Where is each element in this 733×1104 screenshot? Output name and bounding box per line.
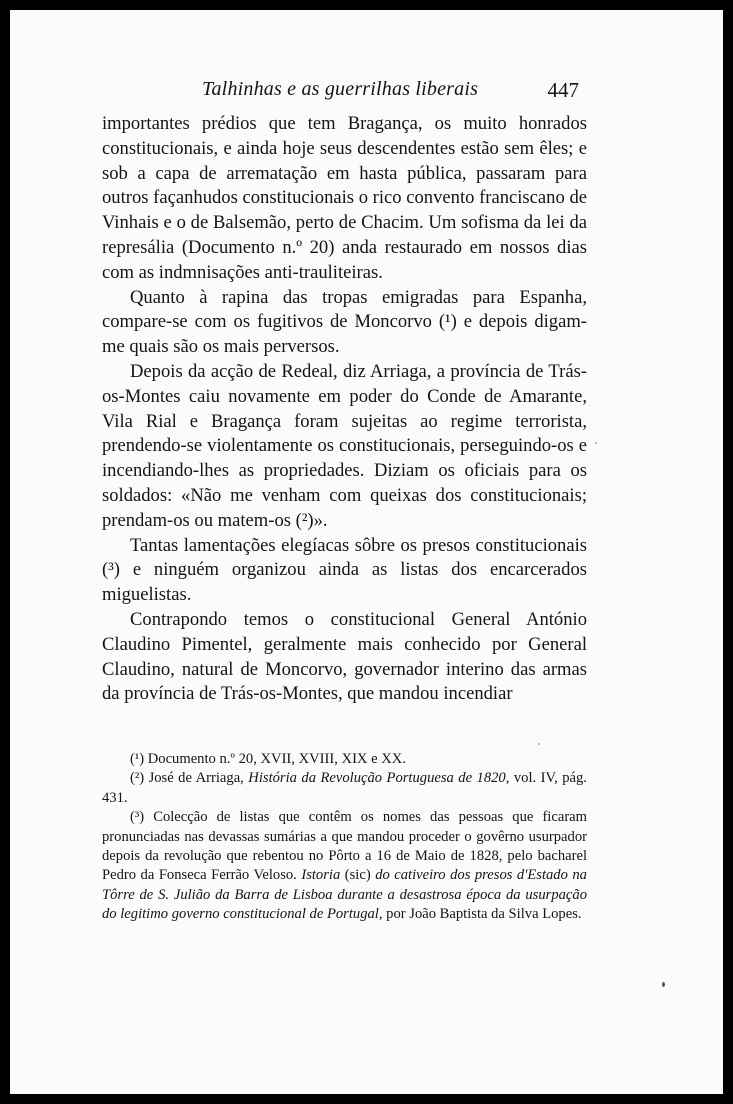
footnote-3-sic: (sic) (344, 867, 371, 884)
footnote-3-mark: (³) (130, 809, 145, 826)
footnote-2-mark: (²) (130, 770, 145, 787)
page-number: 447 (547, 78, 579, 102)
paragraph-2: Quanto à rapina das tropas emigradas para Espanha, compare-se com os fugitivos de Moncorvo (¹) e depois digam-me quais são os mais perversos. (102, 286, 587, 358)
paragraph-5: Contrapondo temos o constitucional General António Claudino Pimentel, geralmente mais conhecido por General Claudino, natural de Moncorvo, governador interino das armas da província de Trás-os-Montes, que mandou incendiar (102, 608, 587, 705)
paragraph-4: Tantas lamentações elegíacas sôbre os presos constitucionais (³) e ninguém organizou ainda as listas dos encarcerados miguelistas. (102, 534, 587, 606)
footnote-2 (102, 769, 587, 808)
scan-speck (662, 982, 665, 987)
body-text (102, 112, 587, 707)
paragraph-3: Depois da acção de Redeal, diz Arriaga, a província de Trás-os-Montes caiu novamente em poder do Conde de Amarante, Vila Rial e Bragança foram sujeitas ao regime terrorista, prendendo-se violentamente os constitucionais, perseguindo-os e incendiando-lhes as propriedades. Diziam os oficiais para os soldados: «Não me venham com queixas dos constitucionais; prendam-os ou matem-os (²)». (102, 360, 587, 531)
footnote-3 (102, 808, 587, 924)
scan-speck (538, 743, 540, 745)
footnote-1: (¹) Documento n.º 20, XVII, XVIII, XIX e XX. (130, 751, 406, 767)
footnote-3-author: por João Baptista da Silva Lopes. (386, 906, 582, 923)
footnote-3-title: Istoria (301, 867, 341, 884)
book-page (10, 10, 723, 1094)
footnotes (102, 750, 587, 925)
page-header (102, 72, 587, 112)
footnote-2-details: vol. IV, pág. 431. (102, 770, 587, 806)
scan-speck (595, 442, 597, 444)
running-title: Talhinhas e as guerrilhas liberais (202, 78, 479, 100)
footnote-2-author: José de Arriaga, (148, 770, 244, 787)
footnote-3-title-continued: do cativeiro dos presos d'Estado na Tôrre de S. Julião da Barra de Lisboa durante a desastrosa época da usurpação do legitimo governo constitucional de Portugal, (102, 867, 587, 923)
paragraph-1: importantes prédios que tem Bragança, os muito honrados constitucionais, e ainda hoje seus descendentes estão sem êles; e sob a capa de arrematação em hasta pública, passaram para outros façanhudos constitucionais o rico convento franciscano de Vinhais e o de Balsemão, perto de Chacim. Um sofisma da lei da represália (Documento n.º 20) anda restaurado em nossos dias com as indmnisações anti-trauliteiras. (102, 113, 587, 283)
footnote-2-title: História da Revolução Portuguesa de 1820, (248, 770, 510, 787)
footnote-3-text: Colecção de listas que contêm os nomes das pessoas que ficaram pronunciadas nas devassas sumárias a que mandou proceder o govêrno usurpador depois da revolução que rebentou no Pôrto a 16 de Maio de 1828, pelo bacharel Pedro da Fonseca Ferrão Veloso. (102, 809, 588, 884)
